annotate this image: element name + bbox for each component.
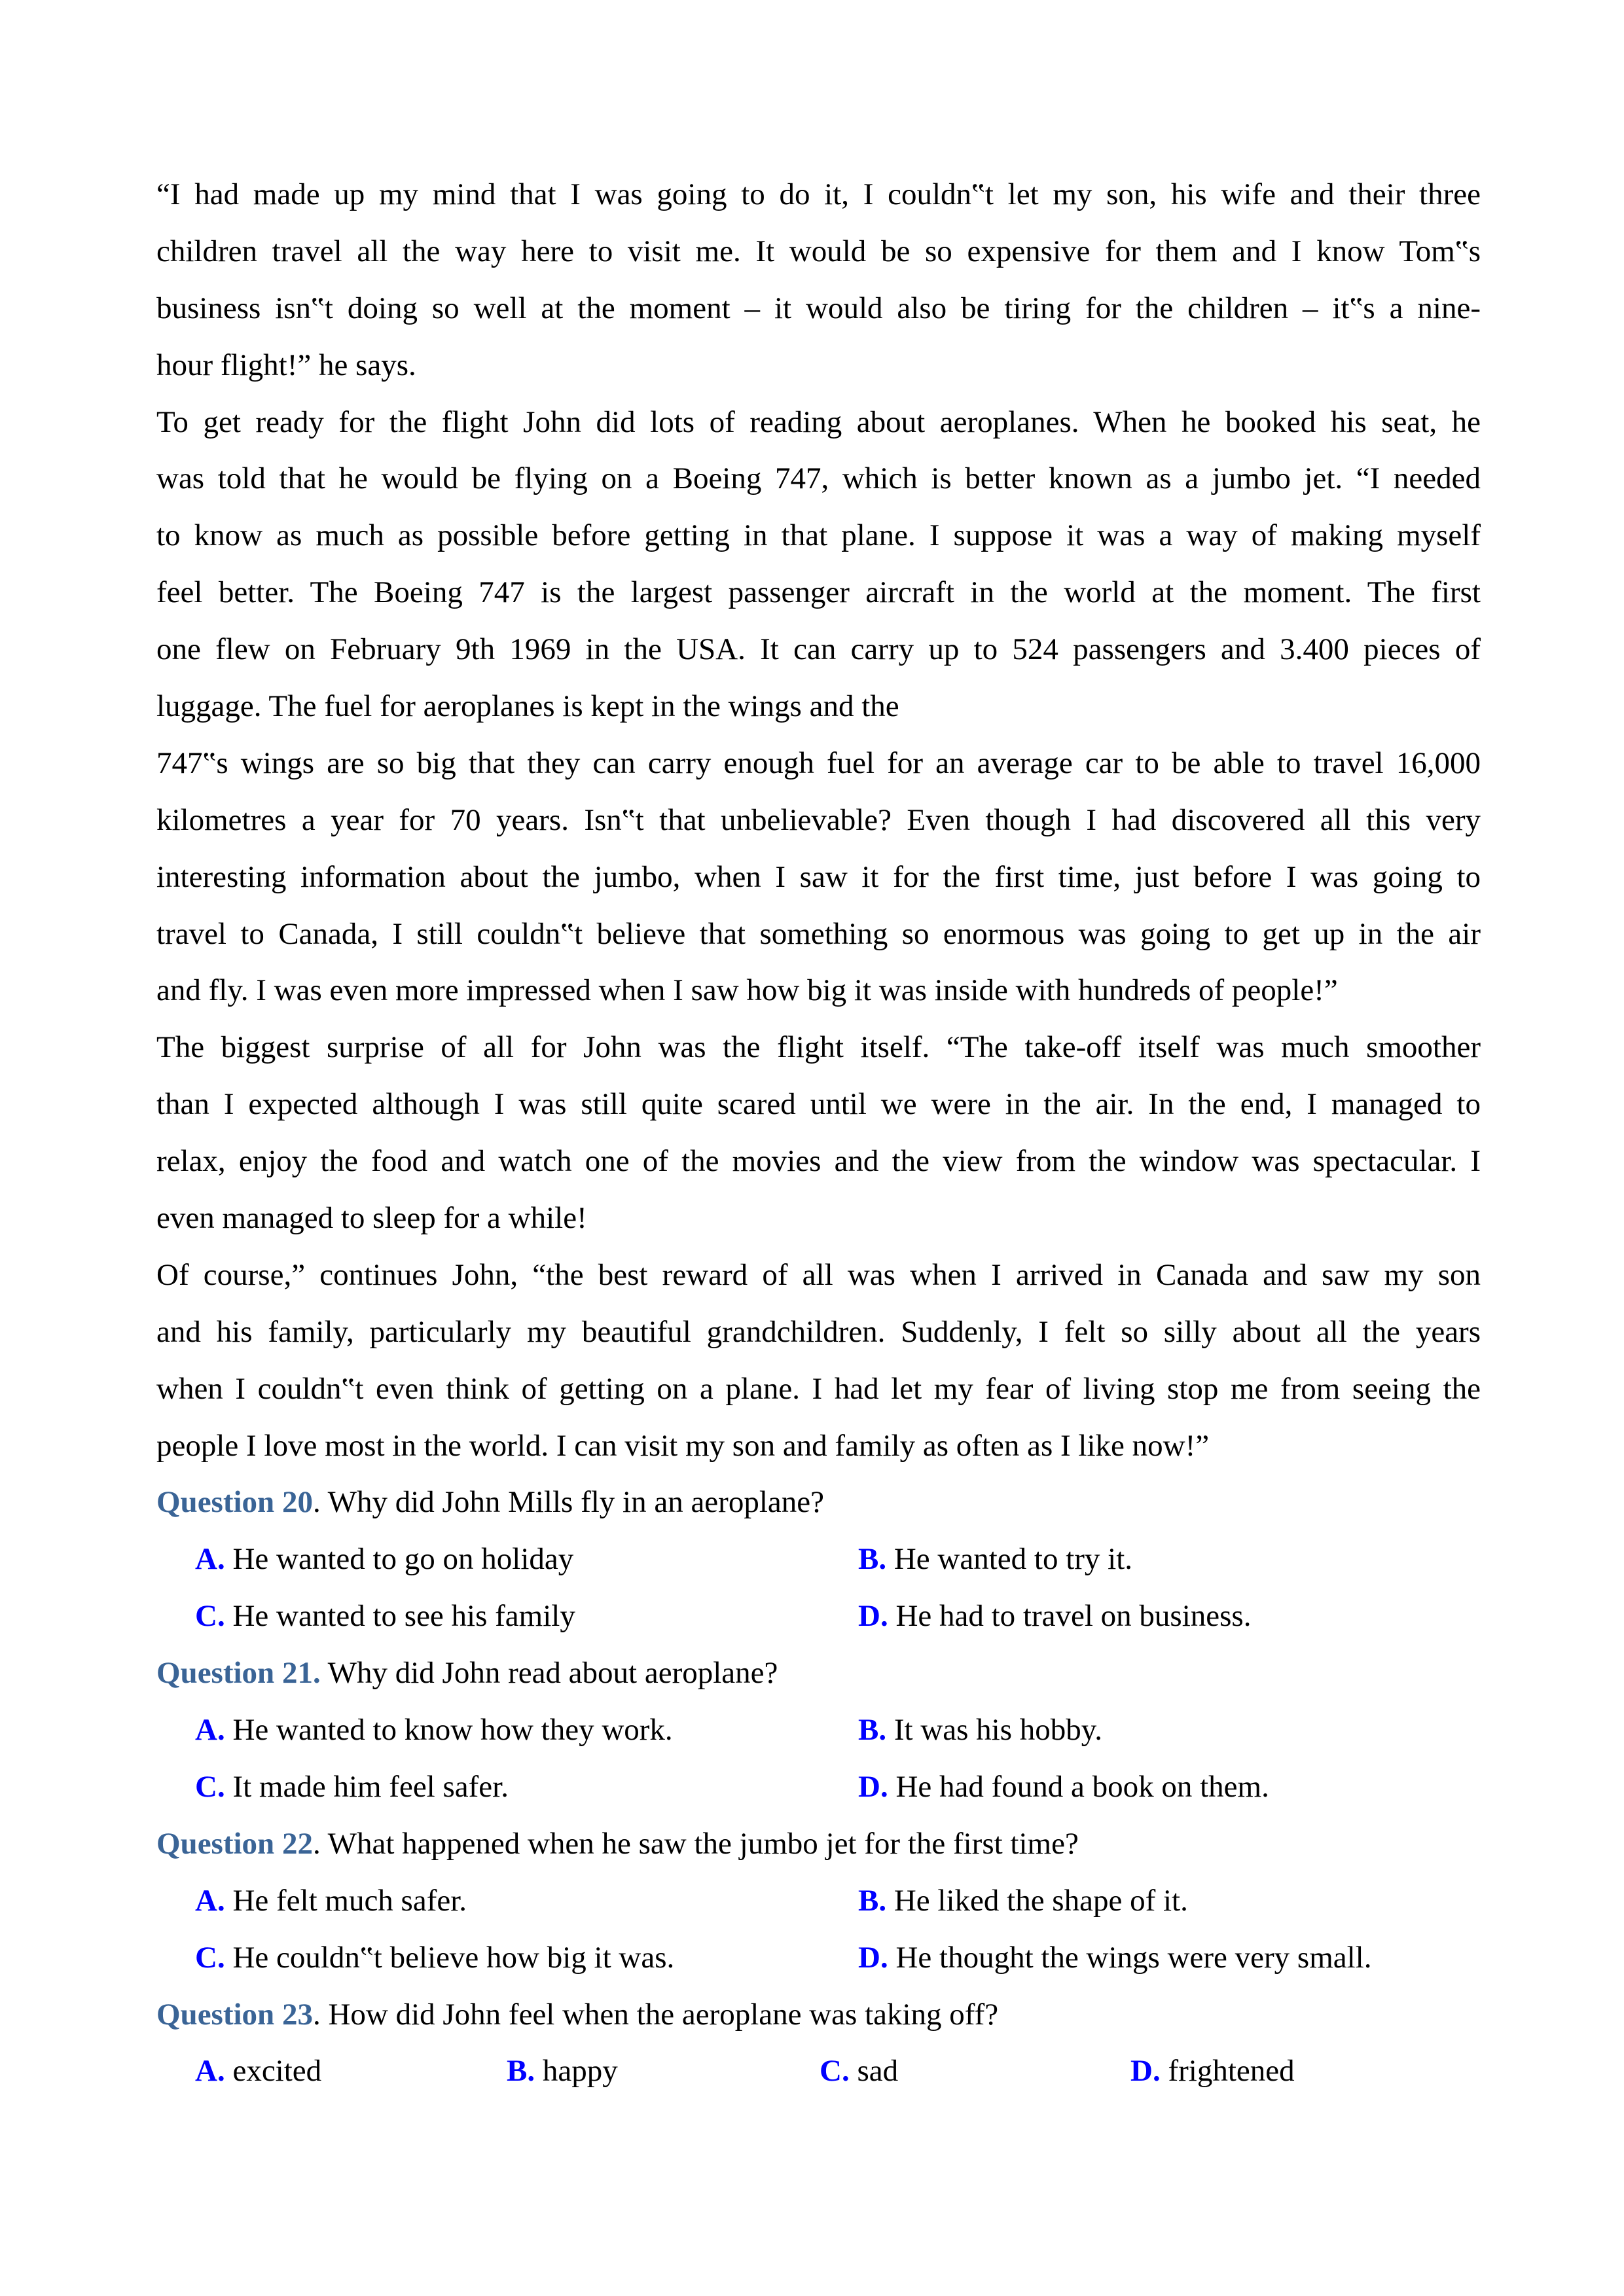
question-text: Why did John read about aeroplane? bbox=[320, 1656, 778, 1691]
paragraph bbox=[156, 1019, 1481, 1247]
option-letter: D. bbox=[858, 1940, 888, 1975]
text-line: when I couldn‟t even think of getting on a plane. I had let my fear of living stop me from seeing the bbox=[156, 1371, 1481, 1406]
answer-option-b[interactable] bbox=[507, 2043, 618, 2100]
paragraph bbox=[156, 1247, 1481, 1475]
option-letter: A. bbox=[195, 1883, 225, 1918]
answer-option-c[interactable] bbox=[195, 1759, 509, 1816]
option-letter: B. bbox=[858, 1713, 887, 1748]
option-text: He felt much safer. bbox=[225, 1883, 467, 1918]
text-line: hour flight!” he says. bbox=[156, 348, 416, 382]
option-text: frightened bbox=[1160, 2054, 1295, 2089]
option-letter: C. bbox=[195, 1769, 225, 1804]
options-row bbox=[156, 1759, 1481, 1816]
answer-option-d[interactable] bbox=[1130, 2043, 1295, 2100]
text-line: even managed to sleep for a while! bbox=[156, 1201, 587, 1236]
option-text: He couldn‟t believe how big it was. bbox=[225, 1940, 675, 1975]
answer-option-a[interactable] bbox=[195, 2043, 321, 2100]
answer-option-b[interactable] bbox=[858, 1531, 1132, 1588]
option-letter: A. bbox=[195, 1542, 225, 1577]
option-text: He wanted to try it. bbox=[886, 1542, 1133, 1577]
option-letter: C. bbox=[195, 1599, 225, 1634]
question-number: Question 21. bbox=[156, 1656, 321, 1691]
option-letter: A. bbox=[195, 2054, 225, 2089]
option-text: He had to travel on business. bbox=[888, 1599, 1252, 1634]
options-row bbox=[156, 1702, 1481, 1759]
option-text: sad bbox=[849, 2054, 899, 2089]
question-sep: . bbox=[312, 1997, 321, 2032]
option-text: He liked the shape of it. bbox=[886, 1883, 1188, 1918]
text-line: and his family, particularly my beautiful grandchildren. Suddenly, I felt so silly about all the years bbox=[156, 1314, 1481, 1349]
options-row bbox=[156, 1873, 1481, 1929]
document-page bbox=[156, 166, 1481, 2100]
answer-option-a[interactable] bbox=[195, 1873, 467, 1929]
text-line: children travel all the way here to visit me. It would be so expensive for them and I know Tom‟s bbox=[156, 234, 1481, 268]
text-line: one flew on February 9th 1969 in the USA. It can carry up to 524 passengers and 3.400 pieces of bbox=[156, 632, 1481, 667]
text-line: relax, enjoy the food and watch one of the movies and the view from the window was spectacular. I bbox=[156, 1144, 1481, 1179]
option-letter: C. bbox=[820, 2054, 850, 2089]
option-text: He wanted to know how they work. bbox=[225, 1713, 673, 1748]
text-line: Of course,” continues John, “the best reward of all was when I arrived in Canada and saw my son bbox=[156, 1257, 1481, 1292]
answer-option-a[interactable] bbox=[195, 1531, 573, 1588]
text-line: business isn‟t doing so well at the moment – it would also be tiring for the children – it‟s a nine- bbox=[156, 291, 1481, 325]
text-line: and fly. I was even more impressed when I saw how big it was inside with hundreds of people!” bbox=[156, 973, 1338, 1008]
reading-passage bbox=[156, 166, 1481, 1474]
option-letter: C. bbox=[195, 1940, 225, 1975]
options-row bbox=[156, 2043, 1481, 2100]
question-list bbox=[156, 1474, 1481, 2100]
option-letter: D. bbox=[858, 1769, 888, 1804]
text-line: feel better. The Boeing 747 is the largest passenger aircraft in the world at the moment. The first bbox=[156, 575, 1481, 610]
text-line: kilometres a year for 70 years. Isn‟t that unbelievable? Even though I had discovered all this very bbox=[156, 802, 1481, 837]
option-letter: B. bbox=[507, 2054, 535, 2089]
question-number: Question 22 bbox=[156, 1826, 313, 1861]
option-text: He thought the wings were very small. bbox=[888, 1940, 1372, 1975]
text-line: interesting information about the jumbo, when I saw it for the first time, just before I was going to bbox=[156, 859, 1481, 894]
option-text: It was his hobby. bbox=[886, 1713, 1102, 1748]
options-row bbox=[156, 1929, 1481, 1986]
option-letter: B. bbox=[858, 1883, 887, 1918]
option-text: It made him feel safer. bbox=[225, 1769, 509, 1804]
answer-option-b[interactable] bbox=[858, 1873, 1188, 1929]
text-line: travel to Canada, I still couldn‟t believe that something so enormous was going to get up in the air bbox=[156, 916, 1481, 951]
question-number: Question 23 bbox=[156, 1997, 313, 2032]
answer-option-c[interactable] bbox=[820, 2043, 898, 2100]
text-line: to know as much as possible before getting in that plane. I suppose it was a way of making myself bbox=[156, 518, 1481, 553]
paragraph bbox=[156, 735, 1481, 1019]
answer-option-d[interactable] bbox=[858, 1588, 1251, 1645]
text-line: than I expected although I was still quite scared until we were in the air. In the end, I managed to bbox=[156, 1087, 1481, 1122]
paragraph bbox=[156, 166, 1481, 394]
options-row bbox=[156, 1588, 1481, 1645]
text-line: was told that he would be flying on a Boeing 747, which is better known as a jumbo jet. “I needed bbox=[156, 461, 1481, 496]
question-sep: . bbox=[312, 1485, 321, 1520]
answer-option-b[interactable] bbox=[858, 1702, 1102, 1759]
options-row bbox=[156, 1531, 1481, 1588]
question-block bbox=[156, 1645, 1481, 1816]
text-line: luggage. The fuel for aeroplanes is kept in the wings and the bbox=[156, 689, 899, 724]
option-letter: D. bbox=[858, 1599, 888, 1634]
option-letter: A. bbox=[195, 1713, 225, 1748]
text-line: “I had made up my mind that I was going to do it, I couldn‟t let my son, his wife and their three bbox=[156, 177, 1481, 211]
option-text: He wanted to go on holiday bbox=[225, 1542, 574, 1577]
option-text: excited bbox=[225, 2054, 322, 2089]
answer-option-c[interactable] bbox=[195, 1588, 575, 1645]
option-text: happy bbox=[535, 2054, 618, 2089]
question-stem bbox=[156, 1986, 1481, 2043]
question-text: Why did John Mills fly in an aeroplane? bbox=[320, 1485, 824, 1520]
option-letter: B. bbox=[858, 1542, 887, 1577]
answer-option-d[interactable] bbox=[858, 1929, 1371, 1986]
question-stem bbox=[156, 1645, 1481, 1702]
question-text: How did John feel when the aeroplane was taking off? bbox=[320, 1997, 999, 2032]
text-line: 747‟s wings are so big that they can carry enough fuel for an average car to be able to travel 16,000 bbox=[156, 745, 1481, 780]
text-line: people I love most in the world. I can visit my son and family as often as I like now!” bbox=[156, 1428, 1210, 1463]
answer-option-c[interactable] bbox=[195, 1929, 674, 1986]
question-stem bbox=[156, 1816, 1481, 1873]
text-line: To get ready for the flight John did lots of reading about aeroplanes. When he booked his seat, he bbox=[156, 404, 1481, 439]
question-number: Question 20 bbox=[156, 1485, 313, 1520]
question-block bbox=[156, 1986, 1481, 2100]
answer-option-a[interactable] bbox=[195, 1702, 673, 1759]
question-block bbox=[156, 1816, 1481, 1986]
answer-option-d[interactable] bbox=[858, 1759, 1269, 1816]
text-line: The biggest surprise of all for John was the flight itself. “The take-off itself was much smoother bbox=[156, 1030, 1481, 1065]
question-block bbox=[156, 1474, 1481, 1645]
option-letter: D. bbox=[1130, 2054, 1161, 2089]
option-text: He wanted to see his family bbox=[225, 1599, 575, 1634]
option-text: He had found a book on them. bbox=[888, 1769, 1269, 1804]
question-sep: . bbox=[312, 1826, 321, 1861]
paragraph bbox=[156, 394, 1481, 735]
question-stem bbox=[156, 1474, 1481, 1531]
question-text: What happened when he saw the jumbo jet for the first time? bbox=[320, 1826, 1079, 1861]
